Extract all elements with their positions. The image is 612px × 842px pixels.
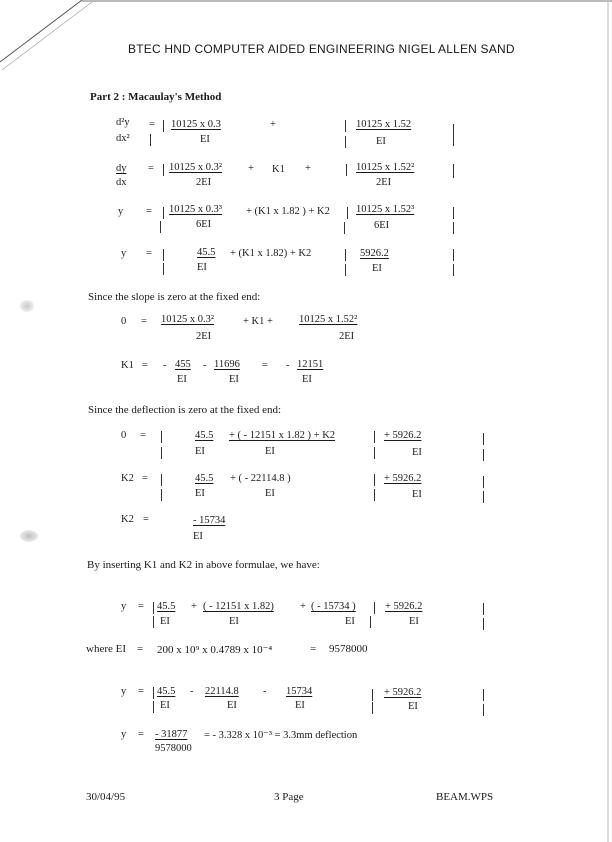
eq4-term1-num: 45.5 xyxy=(197,247,216,258)
substitution-statement: By inserting K1 and K2 in above formulae, we have: xyxy=(87,559,320,571)
eq10-lhs: y xyxy=(121,601,127,612)
eq7-bar1b xyxy=(161,447,162,459)
eq10-term2-den: EI xyxy=(229,616,239,627)
eq1-lhs-bot: dx² xyxy=(116,133,130,144)
eq12-result: = - 3.328 x 10⁻³ = 3.3mm deflection xyxy=(204,730,358,741)
eq1-bar1b xyxy=(150,134,151,146)
eq7-lhs: 0 xyxy=(121,430,127,441)
eq11-bar1b xyxy=(153,701,154,713)
eq8-bar3b xyxy=(483,491,484,503)
eq10-plus1: + xyxy=(191,601,197,612)
eq6-a-num: 455 xyxy=(175,359,191,370)
slope-statement: Since the slope is zero at the fixed end: xyxy=(88,291,261,303)
eq1-bar1 xyxy=(163,120,164,132)
eq1-term2-num: 10125 x 1.52 xyxy=(356,119,412,130)
eq7-term2-num: + 5926.2 xyxy=(384,430,422,441)
ei-value: 9578000 xyxy=(329,643,368,655)
eq5-eq: = xyxy=(141,316,147,327)
eq11-term4-den: EI xyxy=(408,701,418,712)
eq4-lhs: y xyxy=(121,248,127,259)
eq3-bar3b xyxy=(453,222,454,234)
eq4-bar3 xyxy=(453,249,454,261)
eq11-bar3b xyxy=(483,704,484,716)
eq6-c-num: 12151 xyxy=(297,359,324,370)
eq3-term1-den: 6EI xyxy=(196,219,212,230)
eq9-eq: = xyxy=(143,514,149,525)
ei-eq: = xyxy=(137,643,144,655)
eq2-bar1 xyxy=(163,164,164,176)
footer-date: 30/04/95 xyxy=(86,791,126,803)
eq5-term2-num: 10125 x 1.52² xyxy=(299,314,358,325)
eq3-bar2b xyxy=(344,222,345,234)
eq6-b-num: 11696 xyxy=(214,359,240,370)
eq11-term2-num: 22114.8 xyxy=(205,686,239,697)
eq9-term1-num: - 15734 xyxy=(193,515,226,526)
eq8-bar3 xyxy=(483,476,484,488)
eq12-num: - 31877 xyxy=(155,729,188,740)
eq4-eq: = xyxy=(146,248,152,259)
eq10-term2-num: ( - 12151 x 1.82) xyxy=(203,601,274,612)
eq11-term4-num: + 5926.2 xyxy=(384,687,422,698)
eq3-bar1b xyxy=(160,221,161,233)
eq8-term2-num: + 5926.2 xyxy=(384,473,422,484)
eq8-bar2b xyxy=(374,489,375,501)
eq11-term3-den: EI xyxy=(295,700,305,711)
eq3-eq: = xyxy=(146,206,152,217)
eq10-bar2b xyxy=(370,616,371,628)
eq2-term1-num: 10125 x 0.3² xyxy=(169,162,223,173)
eq6-eq2: = xyxy=(262,360,268,371)
eq11-lhs: y xyxy=(121,686,127,697)
ei-eq2: = xyxy=(310,643,317,655)
eq8-term2-den: EI xyxy=(412,489,422,500)
eq4-middle: + (K1 x 1.82) + K2 xyxy=(230,248,312,259)
eq2-lhs-top: dy xyxy=(116,163,127,174)
eq11-term1-num: 45.5 xyxy=(157,686,176,697)
footer-page: 3 Page xyxy=(274,791,304,803)
eq10-plus2: + xyxy=(300,601,306,612)
eq6-b-den: EI xyxy=(229,374,239,385)
eq12-den: 9578000 xyxy=(155,743,192,754)
eq6-neg3: - xyxy=(286,360,290,371)
eq8-term1-num: 45.5 xyxy=(195,473,214,484)
eq9-lhs: K2 xyxy=(121,514,134,525)
eq7-bar3 xyxy=(483,433,484,445)
eq10-term1-num: 45.5 xyxy=(157,601,176,612)
eq1-lhs-top: d²y xyxy=(116,117,130,128)
eq8-bar1b xyxy=(161,489,162,501)
eq7-middle-den: EI xyxy=(265,446,275,457)
eq6-neg2: - xyxy=(203,360,207,371)
eq10-eq: = xyxy=(138,601,144,612)
eq1-eq: = xyxy=(149,119,155,130)
eq4-bar1b xyxy=(163,263,164,275)
eq10-term3-num: ( - 15734 ) xyxy=(311,601,356,612)
eq5-middle: + K1 + xyxy=(243,316,273,327)
eq11-bar3 xyxy=(483,689,484,701)
eq1-term2-den: EI xyxy=(376,136,386,147)
eq7-bar3b xyxy=(483,449,484,461)
eq7-eq: = xyxy=(140,430,146,441)
eq4-bar3b xyxy=(453,264,454,276)
eq11-eq: = xyxy=(138,686,144,697)
eq8-term1-den: EI xyxy=(195,488,205,499)
eq5-term1-num: 10125 x 0.3² xyxy=(161,314,215,325)
eq7-middle: + ( - 12151 x 1.82 ) + K2 xyxy=(229,430,336,441)
eq10-bar3 xyxy=(483,603,484,615)
section-title: Part 2 : Macaulay's Method xyxy=(90,91,222,103)
eq11-term1-den: EI xyxy=(160,700,170,711)
eq3-bar1 xyxy=(163,207,164,219)
eq2-plus1: + xyxy=(248,163,254,174)
eq10-bar3b xyxy=(483,618,484,630)
eq11-bar2 xyxy=(372,689,373,701)
eq8-middle: + ( - 22114.8 ) xyxy=(230,473,291,484)
eq7-bar2b xyxy=(374,447,375,459)
eq6-eq: = xyxy=(142,360,148,371)
eq3-bar3 xyxy=(453,207,454,219)
eq1-bar3 xyxy=(453,124,454,146)
eq1-bar2b xyxy=(345,136,346,148)
punch-hole-top xyxy=(20,300,34,312)
eq2-plus2: + xyxy=(305,163,311,174)
eq7-bar2 xyxy=(374,431,375,443)
eq9-term1-den: EI xyxy=(193,531,203,542)
eq5-term2-den: 2EI xyxy=(339,331,355,342)
eq6-c-den: EI xyxy=(302,374,312,385)
eq4-bar2 xyxy=(345,249,346,261)
eq3-lhs: y xyxy=(118,206,124,217)
eq11-minus2: - xyxy=(263,686,267,697)
ei-expression: 200 x 10⁹ x 0.4789 x 10⁻⁴ xyxy=(157,644,273,656)
eq2-bar2 xyxy=(346,164,347,176)
eq7-term1-num: 45.5 xyxy=(195,430,214,441)
eq8-middle-den: EI xyxy=(265,488,275,499)
eq10-term1-den: EI xyxy=(160,616,170,627)
eq11-minus1: - xyxy=(190,686,194,697)
eq2-eq: = xyxy=(148,163,154,174)
eq4-bar2b xyxy=(345,264,346,276)
eq10-term4-num: + 5926.2 xyxy=(385,601,423,612)
eq4-term1-den: EI xyxy=(197,262,207,273)
eq10-bar1b xyxy=(153,616,154,628)
eq8-lhs: K2 xyxy=(121,473,134,484)
eq11-term3-num: 15734 xyxy=(286,686,313,697)
eq4-term2-den: EI xyxy=(372,263,382,274)
eq10-term4-den: EI xyxy=(409,616,419,627)
eq2-lhs-bot: dx xyxy=(116,177,127,188)
eq11-bar2b xyxy=(372,702,373,714)
eq3-bar2 xyxy=(347,207,348,219)
eq1-term1-den: EI xyxy=(200,134,210,145)
eq8-bar2 xyxy=(374,474,375,486)
eq4-term2-num: 5926.2 xyxy=(360,248,389,259)
ei-label: where EI xyxy=(86,643,127,655)
eq1-bar2 xyxy=(345,120,346,132)
eq12-eq: = xyxy=(138,729,144,740)
punch-hole-bottom xyxy=(20,530,38,542)
eq11-bar1 xyxy=(153,687,154,699)
eq7-bar1 xyxy=(161,431,162,443)
eq10-bar1 xyxy=(153,602,154,614)
eq6-a-den: EI xyxy=(177,374,187,385)
deflection-statement: Since the deflection is zero at the fixed end: xyxy=(88,404,282,416)
eq10-bar2 xyxy=(374,602,375,614)
eq5-lhs: 0 xyxy=(121,316,127,327)
eq8-bar1 xyxy=(161,474,162,486)
eq7-term1-den: EI xyxy=(195,446,205,457)
footer-filename: BEAM.WPS xyxy=(436,791,494,803)
eq2-term1-den: 2EI xyxy=(196,177,212,188)
eq1-term1-num: 10125 x 0.3 xyxy=(171,119,221,130)
eq10-term3-den: EI xyxy=(345,616,355,627)
eq7-term2-den: EI xyxy=(412,447,422,458)
eq2-bar3 xyxy=(453,164,454,178)
eq6-neg1: - xyxy=(163,360,167,371)
eq3-term2-num: 10125 x 1.52³ xyxy=(356,204,415,215)
eq3-term2-den: 6EI xyxy=(374,220,390,231)
eq6-lhs: K1 xyxy=(121,360,134,371)
eq2-term2-num: 10125 x 1.52² xyxy=(356,162,415,173)
eq3-term1-num: 10125 x 0.3³ xyxy=(169,204,223,215)
eq11-term2-den: EI xyxy=(227,700,237,711)
eq8-eq: = xyxy=(142,473,148,484)
eq2-k1: K1 xyxy=(272,164,285,175)
eq12-lhs: y xyxy=(121,729,127,740)
eq1-plus: + xyxy=(270,119,276,130)
eq5-term1-den: 2EI xyxy=(196,331,212,342)
eq4-bar1 xyxy=(163,249,164,261)
document-header: BTEC HND COMPUTER AIDED ENGINEERING NIGEL ALLEN SAND xyxy=(128,42,515,56)
eq2-term2-den: 2EI xyxy=(376,177,392,188)
eq3-middle: + (K1 x 1.82 ) + K2 xyxy=(246,206,330,217)
